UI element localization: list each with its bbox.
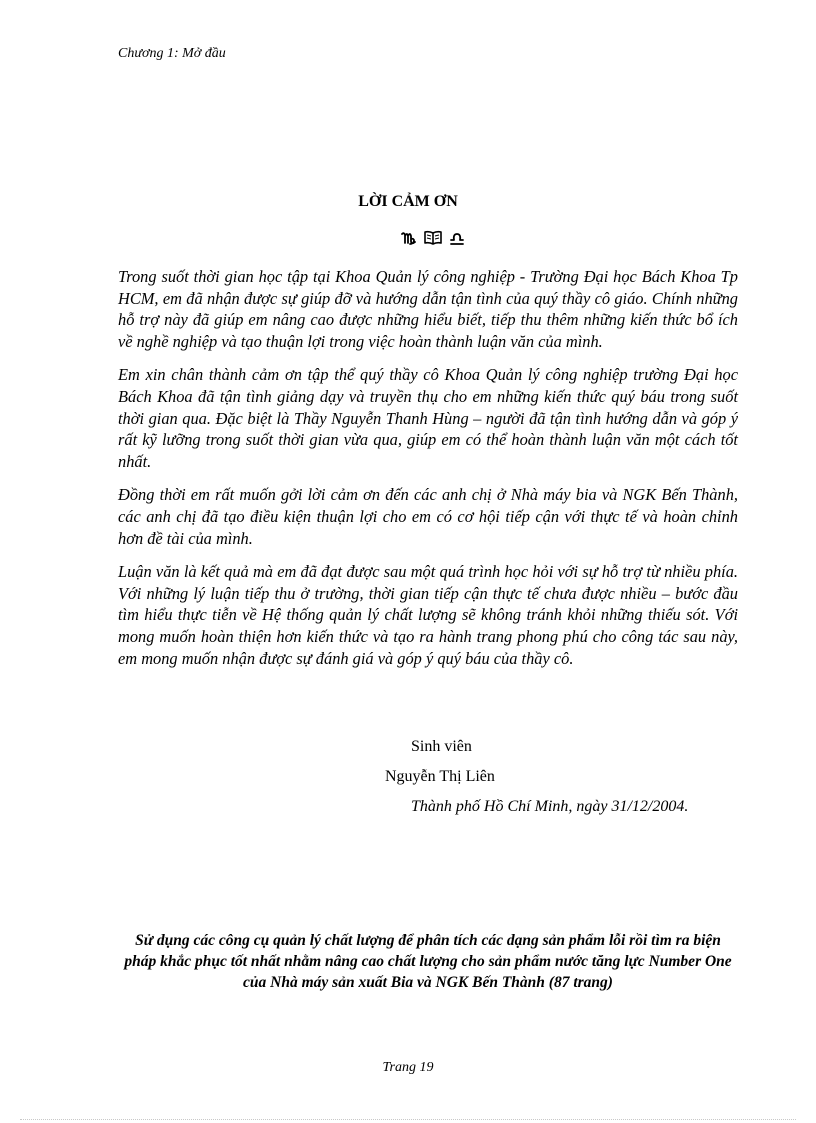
page-title: LỜI CẢM ƠN	[358, 193, 458, 210]
signature-place-date: Thành phố Hồ Chí Minh, ngày 31/12/2004.	[411, 798, 689, 815]
signature-name: Nguyễn Thị Liên	[385, 768, 495, 785]
libra-symbol-icon	[449, 230, 465, 246]
page-number: Trang 19	[382, 1060, 434, 1075]
acknowledgement-body	[118, 266, 738, 681]
chapter-header: Chương 1: Mở đầu	[118, 46, 226, 61]
paragraph-1: Trong suốt thời gian học tập tại Khoa Quản lý công nghiệp - Trường Đại học Bách Khoa Tp HCM, em đã nhận được sự giúp đỡ và hướng dẫn tận tình của quý thầy cô giáo. Chính những hỗ trợ này đã giúp em nâng cao được những hiểu biết, tiếp thu thêm những kiến thức bổ ích về nghề nghiệp và tạo thuận lợi trong việc hoàn thành luận văn của mình.	[118, 267, 738, 351]
title-ornament	[398, 228, 468, 248]
open-book-icon	[423, 230, 443, 246]
virgo-symbol-icon	[401, 230, 417, 246]
document-footer-title: Sử dụng các công cụ quản lý chất lượng để phân tích các dạng sản phẩm lỗi rồi tìm ra biện pháp khắc phục tốt nhất nhằm nâng cao chất lượng cho sản phẩm nước tăng lực Number One của Nhà máy sản xuất Bia và NGK Bến Thành (87 trang)	[124, 932, 732, 991]
paragraph-3: Đồng thời em rất muốn gởi lời cảm ơn đến các anh chị ở Nhà máy bia và NGK Bến Thành, các anh chị đã tạo điều kiện thuận lợi cho em có cơ hội tiếp cận với thực tế và hoàn chỉnh hơn đề tài của mình.	[118, 485, 738, 548]
page-bottom-divider	[20, 1119, 796, 1120]
signature-role: Sinh viên	[411, 738, 472, 755]
paragraph-4: Luận văn là kết quả mà em đã đạt được sau một quá trình học hỏi với sự hỗ trợ từ nhiều phía. Với những lý luận tiếp thu ở trường, thời gian tiếp cận thực tế chưa được nhiều – bước đầu tìm hiểu thực tiễn về Hệ thống quản lý chất lượng sẽ không tránh khỏi những thiếu sót. Với mong muốn hoàn thiện hơn kiến thức và tạo ra hành trang phong phú cho công tác sau này, em mong muốn nhận được sự đánh giá và góp ý quý báu của thầy cô.	[118, 562, 738, 668]
paragraph-2: Em xin chân thành cảm ơn tập thể quý thầy cô Khoa Quản lý công nghiệp trường Đại học Bách Khoa đã tận tình giảng dạy và truyền thụ cho em những kiến thức quý báu trong suốt thời gian qua. Đặc biệt là Thầy Nguyễn Thanh Hùng – người đã tận tình hướng dẫn và góp ý rất kỹ lưỡng trong suốt thời gian vừa qua, giúp em có thể hoàn thành luận văn một cách tốt nhất.	[118, 365, 738, 471]
